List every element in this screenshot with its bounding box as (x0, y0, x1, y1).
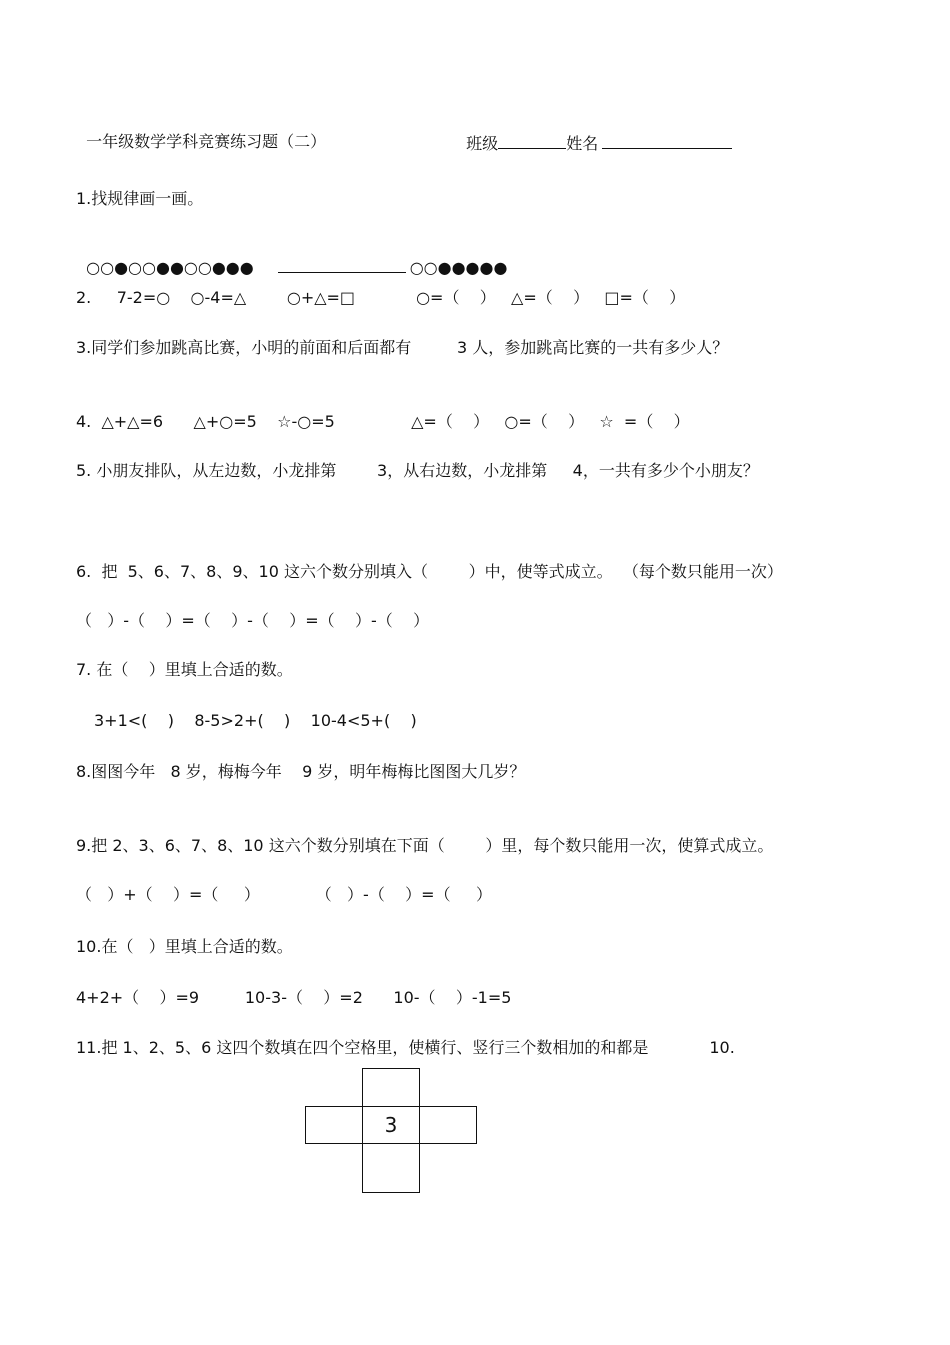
grid-cell-left[interactable] (305, 1106, 363, 1144)
name-label: 姓名 (566, 134, 599, 153)
pattern-sequence-b: ○○●●●●● (409, 258, 508, 277)
grid-cell-bottom[interactable] (362, 1143, 420, 1193)
question-7-equations: 3+1<( ) 8-5>2+( ) 10-4<5+( ) (94, 711, 417, 730)
pattern-sequence-a: ○○●○○●●○○●●● (86, 258, 254, 277)
question-2: 2. 7-2=○ ○-4=△ ○+△=□ ○=（ ） △=（ ） □=（ ） (76, 288, 686, 307)
worksheet-title: 一年级数学学科竞赛练习题（二） (86, 132, 327, 151)
grid-cell-right[interactable] (419, 1106, 477, 1144)
question-10-equations: 4+2+（ ）=9 10-3-（ ）=2 10-（ ）-1=5 (76, 988, 512, 1007)
question-4: 4. △+△=6 △+○=5 ☆-○=5 △=（ ） ○=（ ） ☆ =（ ） (76, 412, 690, 431)
question-1-pattern (76, 236, 507, 278)
grid-cell-top[interactable] (362, 1068, 420, 1107)
worksheet-header (76, 112, 326, 152)
class-label: 班级 (466, 134, 499, 153)
class-blank[interactable] (498, 132, 566, 149)
question-10-prompt: 10.在（ ）里填上合适的数。 (76, 937, 293, 956)
grid-cell-center (362, 1106, 420, 1144)
pattern-answer-blank[interactable] (278, 256, 406, 273)
question-6-prompt: 6. 把 5、6、7、8、9、10 这六个数分别填入（ ）中，使等式成立。 （每个数只能用一次） (76, 562, 783, 581)
question-1-prompt: 1.找规律画一画。 (76, 189, 204, 208)
question-5: 5. 小朋友排队，从左边数，小龙排第 3，从右边数，小龙排第 4，一共有多少个小朋友？ (76, 461, 759, 480)
question-11-prompt: 11.把 1、2、5、6 这四个数填在四个空格里，使横行、竖行三个数相加的和都是 10. (76, 1038, 735, 1057)
question-3: 3.同学们参加跳高比赛，小明的前面和后面都有 3 人，参加跳高比赛的一共有多少人？ (76, 338, 729, 357)
name-blank[interactable] (602, 132, 732, 149)
question-8: 8.图图今年 8 岁，梅梅今年 9 岁，明年梅梅比图图大几岁？ (76, 762, 526, 781)
question-6-equation: （ ）-（ ）=（ ）-（ ）=（ ）-（ ） (76, 611, 430, 630)
student-info (456, 112, 732, 154)
question-7-prompt: 7. 在（ ）里填上合适的数。 (76, 660, 293, 679)
question-9-prompt: 9.把 2、3、6、7、8、10 这六个数分别填在下面（ ）里，每个数只能用一次，使算式成立。 (76, 836, 774, 855)
question-9-equation: （ ）+（ ）=（ ） （ ）-（ ）=（ ） (76, 885, 493, 904)
grid-center-value: 3 (384, 1113, 398, 1137)
